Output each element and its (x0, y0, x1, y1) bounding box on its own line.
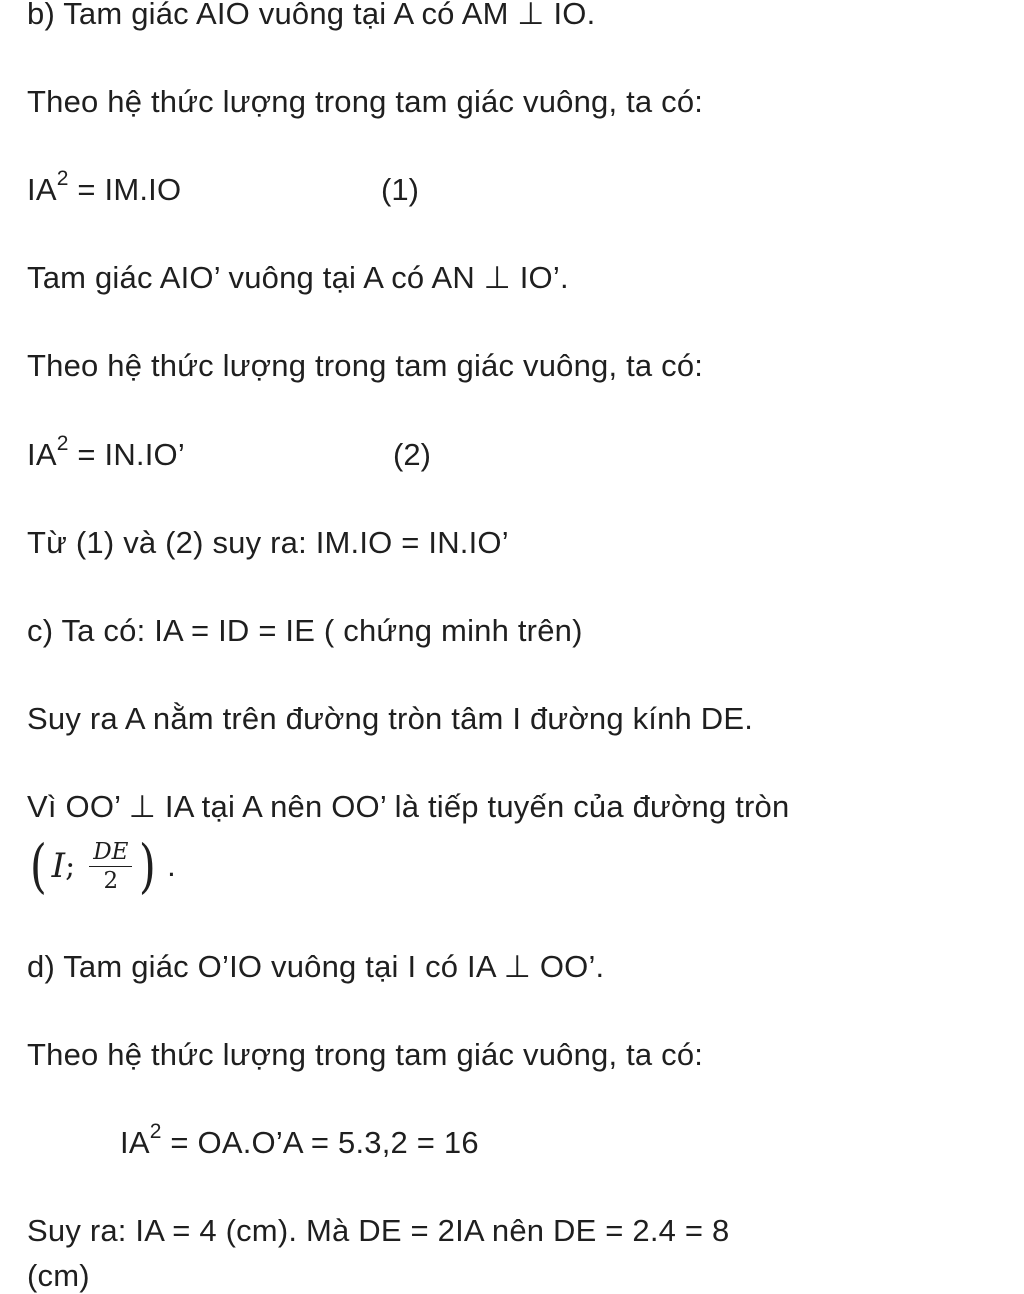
equation-3-exponent: 2 (149, 1119, 162, 1143)
part-d-statement: d) Tam giác O’IO vuông tại I có IA ⊥ OO’. (27, 949, 605, 984)
circle-notation (27, 828, 176, 904)
conclusion-d: Suy ra: IA = 4 (cm). Mà DE = 2IA nên DE = 2.4 = 8 (27, 1213, 730, 1248)
math-semicolon: ; (65, 848, 76, 884)
triangle-aio-prime-statement: Tam giác AIO’ vuông tại A có AN ⊥ IO’. (27, 260, 569, 295)
equation-1-exponent: 2 (56, 166, 69, 190)
theorem-reference-1: Theo hệ thức lượng trong tam giác vuông, ta có: (27, 84, 704, 119)
unit-cm: (cm) (27, 1258, 90, 1293)
math-period: . (167, 848, 176, 883)
equation-1 (27, 166, 182, 208)
math-center-i: I (51, 846, 66, 886)
conclusion-b: Từ (1) và (2) suy ra: IM.IO = IN.IO’ (27, 525, 509, 560)
equation-1-tag: (1) (381, 172, 419, 207)
equation-1-base: IA (27, 172, 57, 207)
right-paren: ) (139, 832, 157, 900)
fraction-denominator: 2 (103, 867, 119, 894)
suy-ra-c: Suy ra A nằm trên đường tròn tâm I đường kính DE. (27, 701, 754, 736)
theorem-reference-2: Theo hệ thức lượng trong tam giác vuông, ta có: (27, 348, 704, 383)
equation-2-base: IA (27, 437, 57, 472)
equation-3-rhs: = OA.O’A = 5.3,2 = 16 (161, 1125, 479, 1160)
radius-fraction (89, 839, 132, 894)
equation-1-rhs: = IM.IO (68, 172, 182, 207)
tangent-statement: Vì OO’ ⊥ IA tại A nên OO’ là tiếp tuyến của đường tròn (27, 789, 790, 824)
part-c-statement: c) Ta có: IA = ID = IE ( chứng minh trên) (27, 613, 583, 648)
fraction-numerator: DE (89, 839, 132, 867)
left-paren: ( (29, 832, 47, 900)
part-b-statement: b) Tam giác AIO vuông tại A có AM ⊥ IO. (27, 0, 596, 31)
equation-2-exponent: 2 (56, 431, 69, 455)
equation-3-base: IA (120, 1125, 150, 1160)
equation-2-rhs: = IN.IO’ (68, 437, 185, 472)
theorem-reference-3: Theo hệ thức lượng trong tam giác vuông, ta có: (27, 1037, 704, 1072)
equation-2-tag: (2) (393, 437, 431, 472)
equation-2 (27, 431, 185, 473)
equation-3 (120, 1119, 479, 1161)
